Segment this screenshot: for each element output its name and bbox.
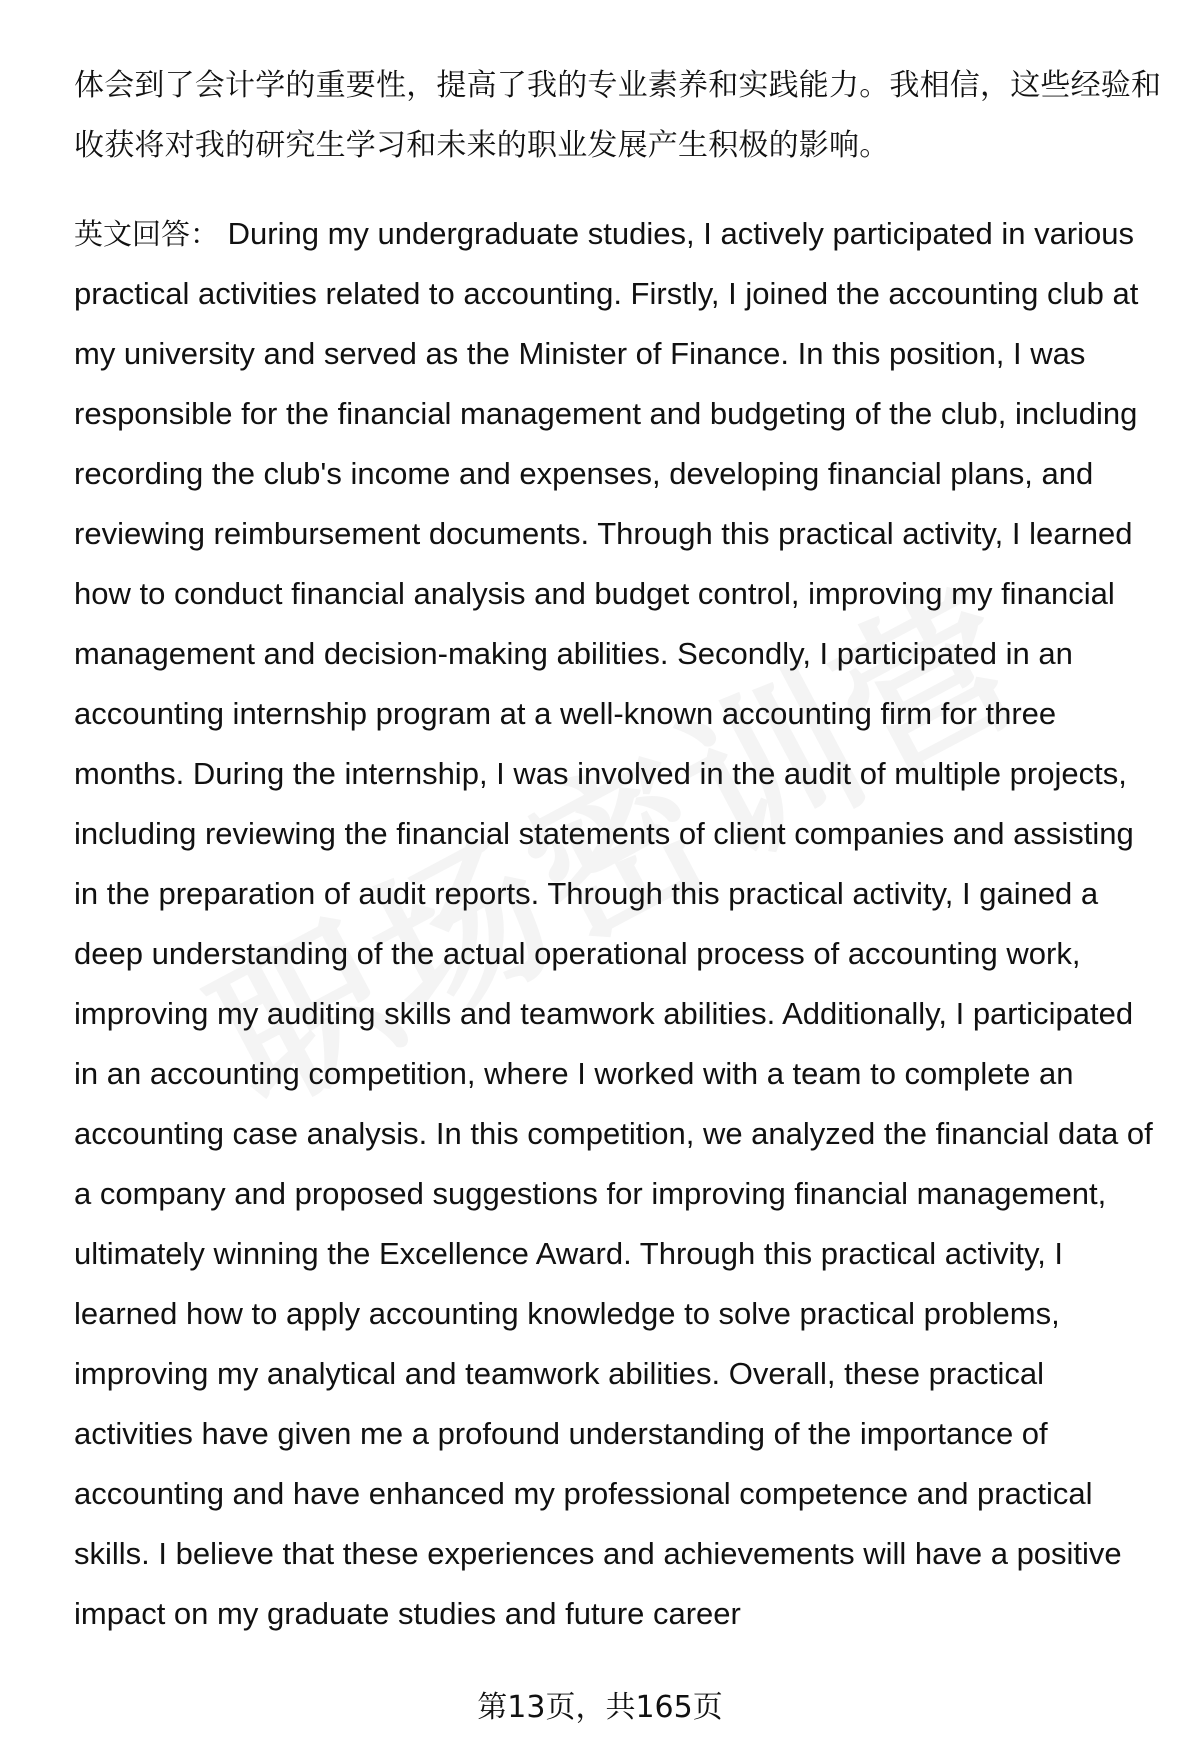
page-footer — [0, 1688, 1200, 1728]
chinese-paragraph: 体会到了会计学的重要性，提高了我的专业素养和实践能力。我相信，这些经验和收获将对我的研究生学习和未来的职业发展产生积极的影响。 — [74, 68, 1162, 163]
english-answer-text: During my undergraduate studies, I actively participated in various practical activities related to accounting. Firstly, I joined the accounting club at my university and served as the Minister of Finance. In this position, I was responsible for the financial management and budgeting of the club, including recording the club's income and expenses, developing financial plans, and reviewing reimbursement documents. Through this practical activity, I learned how to conduct financial analysis and budget control, improving my financial management and decision-making abilities. Secondly, I participated in an accounting internship program at a well-known accounting firm for three months. During the internship, I was involved in the audit of multiple projects, including reviewing the financial statements of client companies and assisting in the preparation of audit reports. Through this practical activity, I gained a deep understanding of the actual operational process of accounting work, improving my auditing skills and teamwork abilities. Additionally, I participated in an accounting competition, where I worked with a team to complete an accounting case analysis. In this competition, we analyzed the financial data of a company and proposed suggestions for improving financial management, ultimately winning the Excellence Award. Through this practical activity, I learned how to apply accounting knowledge to solve practical problems, improving my analytical and teamwork abilities. Overall, these practical activities have given me a profound understanding of the importance of accounting and have enhanced my professional competence and practical skills. I believe that these experiences and achievements will have a positive impact on my graduate studies and future career — [74, 216, 1153, 1631]
page-number: 第13页，共165页 — [477, 1690, 723, 1725]
english-answer-paragraph — [74, 204, 1164, 1644]
document-body — [74, 56, 1164, 1644]
english-answer-label: 英文回答： — [74, 217, 220, 251]
